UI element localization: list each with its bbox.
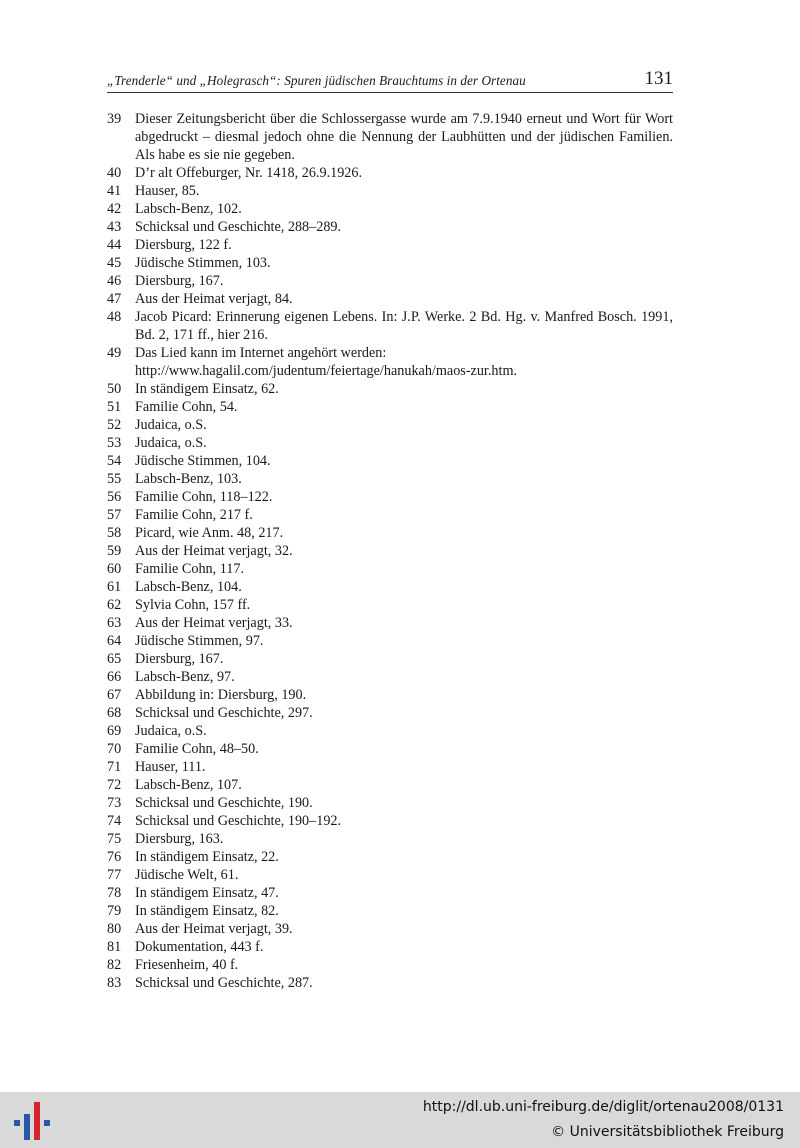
endnote-text [135, 722, 673, 740]
endnote-line: In ständigem Einsatz, 82. [135, 903, 279, 919]
endnote-line: Labsch-Benz, 97. [135, 669, 235, 685]
endnote-text [135, 668, 673, 686]
endnote-number: 83 [107, 975, 122, 991]
endnote-line: In ständigem Einsatz, 22. [135, 849, 279, 865]
endnote-text [135, 434, 673, 452]
endnote-text [135, 218, 673, 236]
endnote-line: Aus der Heimat verjagt, 33. [135, 615, 293, 631]
endnote [107, 218, 673, 236]
endnote [107, 866, 673, 884]
endnote [107, 974, 673, 992]
running-head [107, 70, 673, 93]
endnote-number: 65 [107, 651, 122, 667]
endnote-line: Judaica, o.S. [135, 723, 207, 739]
endnote [107, 506, 673, 524]
endnote-text [135, 272, 673, 290]
endnote-text [135, 740, 673, 758]
endnote [107, 596, 673, 614]
endnote-line: Familie Cohn, 48–50. [135, 741, 259, 757]
endnote-text [135, 524, 673, 542]
endnote-text [135, 686, 673, 704]
endnote [107, 650, 673, 668]
endnote-text [135, 344, 673, 380]
endnote-number: 56 [107, 489, 122, 505]
endnote-line: Jüdische Stimmen, 103. [135, 255, 271, 271]
endnote-number: 80 [107, 921, 122, 937]
endnote-text [135, 200, 673, 218]
endnote [107, 776, 673, 794]
endnote [107, 740, 673, 758]
endnote-number: 61 [107, 579, 122, 595]
endnote-line: In ständigem Einsatz, 47. [135, 885, 279, 901]
endnote [107, 434, 673, 452]
endnote [107, 632, 673, 650]
endnote-text [135, 164, 673, 182]
endnote-number: 51 [107, 399, 122, 415]
endnote-text [135, 416, 673, 434]
endnote-number: 43 [107, 219, 122, 235]
endnote-number: 57 [107, 507, 122, 523]
endnote-number: 77 [107, 867, 122, 883]
endnote [107, 920, 673, 938]
endnote-text [135, 884, 673, 902]
endnote-line: Schicksal und Geschichte, 190–192. [135, 813, 342, 829]
endnote-text [135, 776, 673, 794]
endnote [107, 668, 673, 686]
endnote [107, 614, 673, 632]
endnote-line: Schicksal und Geschichte, 287. [135, 975, 313, 991]
endnote-text [135, 974, 673, 992]
endnote-line: Schicksal und Geschichte, 288–289. [135, 219, 342, 235]
endnote-number: 72 [107, 777, 122, 793]
endnote-text [135, 938, 673, 956]
endnote-line: Aus der Heimat verjagt, 32. [135, 543, 293, 559]
endnote-line: Jüdische Welt, 61. [135, 867, 239, 883]
endnote-number: 40 [107, 165, 122, 181]
endnote [107, 758, 673, 776]
endnote-text [135, 902, 673, 920]
endnote-number: 53 [107, 435, 122, 451]
endnote-number: 50 [107, 381, 122, 397]
endnote-text [135, 452, 673, 470]
endnote [107, 272, 673, 290]
endnote [107, 236, 673, 254]
endnote-number: 69 [107, 723, 122, 739]
endnote-line: Labsch-Benz, 102. [135, 201, 242, 217]
endnote-number: 75 [107, 831, 122, 847]
endnote-text [135, 632, 673, 650]
endnote-line: Aus der Heimat verjagt, 84. [135, 291, 293, 307]
endnote-number: 48 [107, 309, 122, 325]
endnote [107, 290, 673, 308]
endnote-text [135, 290, 673, 308]
endnote-line: D’r alt Offeburger, Nr. 1418, 26.9.1926. [135, 165, 363, 181]
endnote [107, 542, 673, 560]
endnote-number: 49 [107, 345, 122, 361]
endnote-text [135, 866, 673, 884]
endnote-number: 71 [107, 759, 122, 775]
endnote-line: Jüdische Stimmen, 104. [135, 453, 271, 469]
endnote [107, 830, 673, 848]
endnote-text [135, 848, 673, 866]
endnote-number: 79 [107, 903, 122, 919]
endnote-number: 45 [107, 255, 122, 271]
endnote-text [135, 704, 673, 722]
endnote-line: Familie Cohn, 217 f. [135, 507, 253, 523]
endnote-text [135, 578, 673, 596]
endnotes-list [107, 110, 673, 992]
endnote-text [135, 236, 673, 254]
endnote-number: 59 [107, 543, 122, 559]
endnote-number: 58 [107, 525, 122, 541]
endnote [107, 344, 673, 380]
endnote-number: 66 [107, 669, 122, 685]
endnote-line: Diersburg, 167. [135, 273, 224, 289]
endnote [107, 398, 673, 416]
endnote-number: 76 [107, 849, 122, 865]
endnote-line: Hauser, 111. [135, 759, 206, 775]
endnote-number: 73 [107, 795, 122, 811]
endnote-text [135, 758, 673, 776]
endnote [107, 722, 673, 740]
endnote-number: 39 [107, 111, 122, 127]
endnote [107, 416, 673, 434]
endnote-text [135, 110, 673, 164]
endnote-line: Diersburg, 163. [135, 831, 224, 847]
endnote [107, 578, 673, 596]
endnote [107, 704, 673, 722]
endnote-text [135, 506, 673, 524]
endnote-line: Labsch-Benz, 107. [135, 777, 242, 793]
endnote [107, 380, 673, 398]
endnote [107, 812, 673, 830]
endnote-number: 62 [107, 597, 122, 613]
endnote-text [135, 542, 673, 560]
endnote-number: 68 [107, 705, 122, 721]
endnote [107, 488, 673, 506]
copyright-text: © Universitätsbibliothek Freiburg [551, 1124, 784, 1140]
endnote-number: 78 [107, 885, 122, 901]
endnote-number: 70 [107, 741, 122, 757]
endnote [107, 956, 673, 974]
page-number: 131 [644, 68, 673, 89]
endnote-line: Friesenheim, 40 f. [135, 957, 239, 973]
endnote-text [135, 920, 673, 938]
endnote-number: 81 [107, 939, 122, 955]
endnote-line: Familie Cohn, 54. [135, 399, 238, 415]
endnote-text [135, 614, 673, 632]
endnote-number: 52 [107, 417, 122, 433]
endnote-number: 55 [107, 471, 122, 487]
endnote-number: 42 [107, 201, 122, 217]
endnote-text [135, 560, 673, 578]
endnote-text [135, 650, 673, 668]
endnote [107, 938, 673, 956]
endnote-line: Das Lied kann im Internet angehört werden: [135, 345, 387, 361]
endnote-text [135, 308, 673, 344]
endnote-line: Diersburg, 122 f. [135, 237, 232, 253]
endnote-text [135, 956, 673, 974]
endnote-line: Familie Cohn, 118–122. [135, 489, 273, 505]
endnote-line: Judaica, o.S. [135, 417, 207, 433]
endnote [107, 560, 673, 578]
endnote-line: Jüdische Stimmen, 97. [135, 633, 264, 649]
endnote-number: 44 [107, 237, 122, 253]
endnote-text [135, 488, 673, 506]
endnote [107, 200, 673, 218]
endnote [107, 164, 673, 182]
endnote-number: 64 [107, 633, 122, 649]
endnote-line: Familie Cohn, 117. [135, 561, 245, 577]
endnote [107, 254, 673, 272]
endnote-number: 46 [107, 273, 122, 289]
endnote-line: http://www.hagalil.com/judentum/feiertage/hanukah/maos-zur.htm. [135, 363, 518, 379]
endnote-line: Jacob Picard: Erinnerung eigenen Lebens. In: J.P. Werke. 2 Bd. Hg. v. Manfred Bosch. 1991, Bd. 2, 171 ff., hier 216. [135, 309, 673, 343]
endnote-number: 54 [107, 453, 122, 469]
endnote-line: Judaica, o.S. [135, 435, 207, 451]
endnote-text [135, 254, 673, 272]
endnote-line: Schicksal und Geschichte, 297. [135, 705, 313, 721]
endnote [107, 794, 673, 812]
endnote-text [135, 830, 673, 848]
endnote [107, 686, 673, 704]
endnote [107, 884, 673, 902]
endnote-line: Dieser Zeitungsbericht über die Schlossergasse wurde am 7.9.1940 erneut und Wort für Wort abgedruckt – diesmal jedoch ohne die Nennung der Laubhütten und der jüdischen Familien. Als habe es sie nie gegeben. [135, 111, 673, 163]
endnote-line: Hauser, 85. [135, 183, 200, 199]
endnote [107, 848, 673, 866]
endnote-text [135, 794, 673, 812]
endnote-line: Diersburg, 167. [135, 651, 224, 667]
endnote-line: Dokumentation, 443 f. [135, 939, 264, 955]
endnote [107, 110, 673, 164]
footer-bar [0, 1092, 800, 1148]
endnote-text [135, 380, 673, 398]
source-url-link[interactable]: http://dl.ub.uni-freiburg.de/diglit/ortenau2008/0131 [422, 1099, 784, 1115]
endnote-line: In ständigem Einsatz, 62. [135, 381, 279, 397]
endnote-number: 63 [107, 615, 122, 631]
endnote-text [135, 596, 673, 614]
endnote-text [135, 398, 673, 416]
endnote-line: Labsch-Benz, 103. [135, 471, 242, 487]
endnote [107, 182, 673, 200]
endnote-line: Aus der Heimat verjagt, 39. [135, 921, 293, 937]
endnote-number: 41 [107, 183, 122, 199]
endnote [107, 470, 673, 488]
endnote-text [135, 182, 673, 200]
running-title: „Trenderle“ und „Holegrasch“: Spuren jüdischen Brauchtums in der Ortenau [107, 73, 526, 88]
endnote-text [135, 470, 673, 488]
endnote-text [135, 812, 673, 830]
endnote-number: 67 [107, 687, 122, 703]
endnote-line: Abbildung in: Diersburg, 190. [135, 687, 307, 703]
endnote-number: 74 [107, 813, 122, 829]
endnote-line: Schicksal und Geschichte, 190. [135, 795, 313, 811]
endnote-number: 47 [107, 291, 122, 307]
endnote [107, 452, 673, 470]
endnote-number: 82 [107, 957, 122, 973]
endnote [107, 902, 673, 920]
endnote-line: Sylvia Cohn, 157 ff. [135, 597, 251, 613]
endnote [107, 308, 673, 344]
endnote-line: Picard, wie Anm. 48, 217. [135, 525, 284, 541]
endnote-line: Labsch-Benz, 104. [135, 579, 242, 595]
endnote [107, 524, 673, 542]
ub-freiburg-logo-icon [12, 1100, 52, 1140]
endnote-number: 60 [107, 561, 122, 577]
